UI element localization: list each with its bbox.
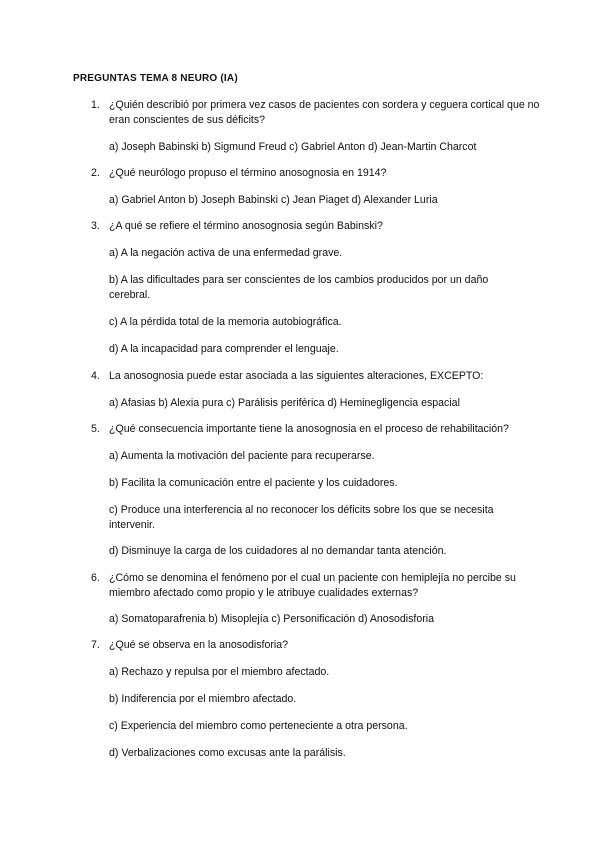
question-3-option-c: c) A la pérdida total de la memoria autobiográfica.	[109, 316, 342, 328]
question-2-options: a) Gabriel Anton b) Joseph Babinski c) Jean Piaget d) Alexander Luria	[109, 194, 438, 206]
question-text: ¿Qué se observa en la anosodisforia?	[109, 639, 289, 651]
question-1-options: a) Joseph Babinski b) Sigmund Freud c) Gabriel Anton d) Jean-Martin Charcot	[109, 141, 477, 153]
question-text: La anosognosia puede estar asociada a las siguientes alteraciones, EXCEPTO:	[109, 370, 484, 382]
document-title: PREGUNTAS TEMA 8 NEURO (IA)	[73, 73, 238, 84]
question-number: 4.	[91, 370, 100, 382]
question-number: 5.	[91, 423, 100, 435]
question-7-option-d: d) Verbalizaciones como excusas ante la parálisis.	[109, 747, 346, 759]
question-number: 3.	[91, 220, 100, 232]
question-number: 1.	[91, 99, 100, 111]
question-text: ¿Qué neurólogo propuso el término anosognosia en 1914?	[109, 167, 387, 179]
question-text: ¿A qué se refiere el término anosognosia según Babinski?	[109, 220, 383, 232]
question-text: ¿Qué consecuencia importante tiene la anosognosia en el proceso de rehabilitación?	[109, 423, 509, 435]
question-text: ¿Quién describió por primera vez casos de pacientes con sordera y ceguera cortical que no eran conscientes de sus déficits?	[109, 99, 540, 126]
question-5-option-a: a) Aumenta la motivación del paciente para recuperarse.	[109, 450, 375, 462]
question-4-options: a) Afasias b) Alexia pura c) Parálisis periférica d) Heminegligencia espacial	[109, 397, 460, 409]
question-7-option-c: c) Experiencia del miembro como perteneciente a otra persona.	[109, 720, 408, 732]
question-5-option-d: d) Disminuye la carga de los cuidadores al no demandar tanta atención.	[109, 545, 447, 557]
question-7-option-a: a) Rechazo y repulsa por el miembro afectado.	[109, 666, 330, 678]
question-5-option-b: b) Facilita la comunicación entre el paciente y los cuidadores.	[109, 477, 398, 489]
question-3-option-d: d) A la incapacidad para comprender el lenguaje.	[109, 343, 339, 355]
question-3-option-a: a) A la negación activa de una enfermedad grave.	[109, 247, 343, 259]
question-7-option-b: b) Indiferencia por el miembro afectado.	[109, 693, 297, 705]
question-3-option-b: b) A las dificultades para ser conscientes de los cambios producidos por un daño cerebral.	[109, 274, 489, 301]
question-number: 7.	[91, 639, 100, 651]
question-6-options: a) Somatoparafrenia b) Misoplejía c) Personificación d) Anosodisforia	[109, 613, 435, 625]
question-text: ¿Cómo se denomina el fenómeno por el cual un paciente con hemiplejía no percibe su miembro afectado como propio y le atribuye cualidades externas?	[109, 572, 516, 599]
question-5-option-c: c) Produce una interferencia al no reconocer los déficits sobre los que se necesita intervenir.	[109, 504, 494, 531]
question-number: 6.	[91, 572, 100, 584]
question-number: 2.	[91, 167, 100, 179]
